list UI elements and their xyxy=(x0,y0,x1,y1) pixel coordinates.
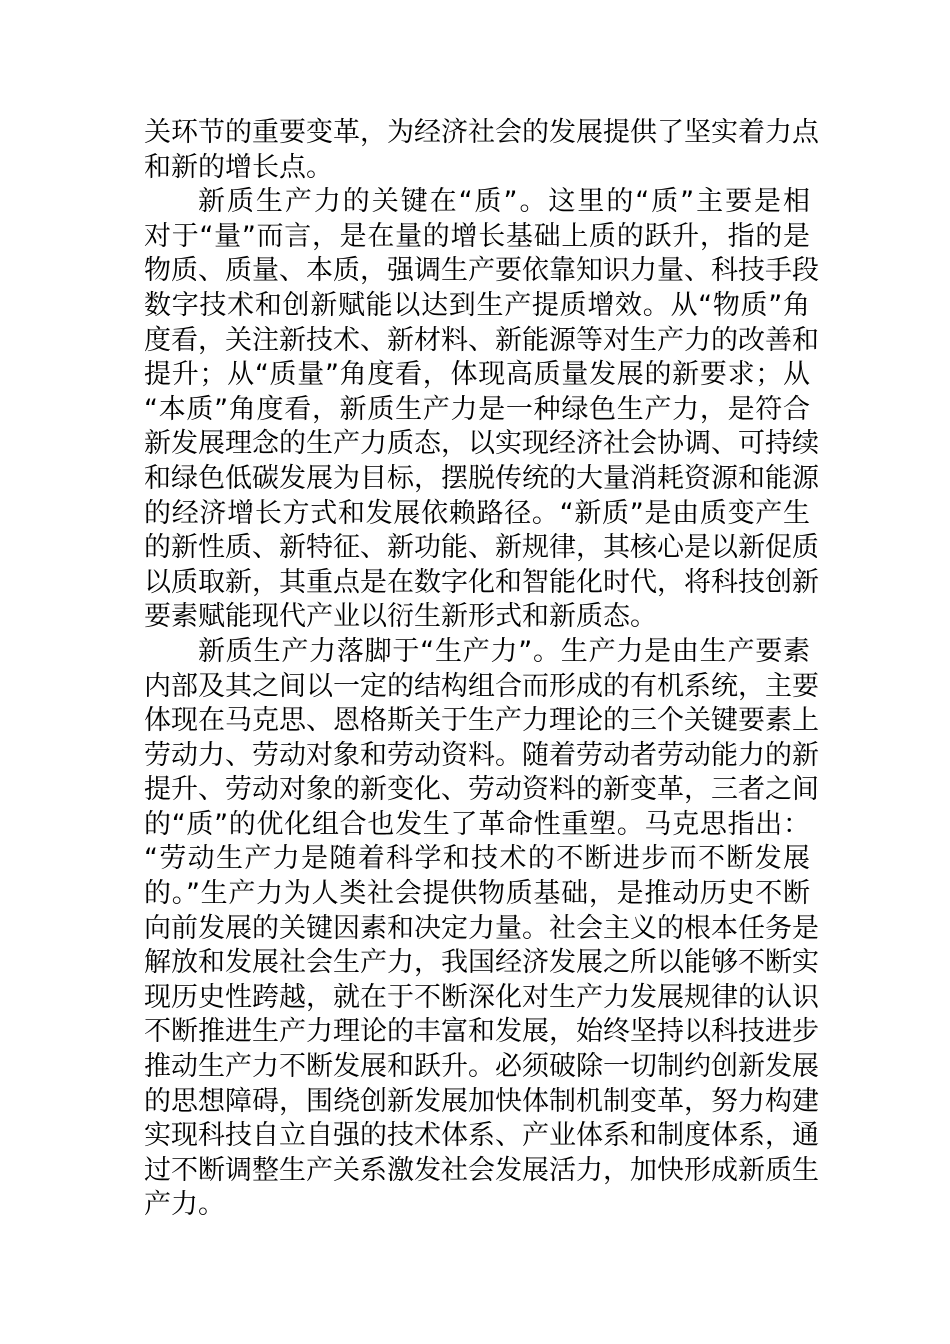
text-line: 推动生产力不断发展和跃升。必须破除一切制约创新发展 xyxy=(144,1051,819,1083)
text-line: 的经济增长方式和发展依赖路径。“新质”是由质变产生 xyxy=(144,497,810,529)
text-line: 对于“量”而言，是在量的增长基础上质的跃升，指的是 xyxy=(144,220,810,252)
text-line: 的新性质、新特征、新功能、新规律，其核心是以新促质 xyxy=(144,532,819,564)
text-line: 提升；从“质量”角度看，体现高质量发展的新要求；从 xyxy=(144,359,810,391)
text-line: “劳动生产力是随着科学和技术的不断进步而不断发展 xyxy=(144,843,810,875)
text-line: 实现科技自立自强的技术体系、产业体系和制度体系，通 xyxy=(144,1120,819,1152)
paragraph xyxy=(144,116,819,185)
text-line: 体现在马克思、恩格斯关于生产力理论的三个关键要素上 xyxy=(144,705,819,737)
text-line: 的“质”的优化组合也发生了革命性重塑。马克思指出： xyxy=(144,808,810,840)
text-line: 和绿色低碳发展为目标，摆脱传统的大量消耗资源和能源 xyxy=(144,462,819,494)
paragraph xyxy=(144,635,819,1223)
text-line: 的。”生产力为人类社会提供物质基础，是推动历史不断 xyxy=(144,878,810,910)
text-line: 产力。 xyxy=(144,1189,225,1221)
text-line: 现历史性跨越，就在于不断深化对生产力发展规律的认识 xyxy=(144,981,819,1013)
text-line: 向前发展的关键因素和决定力量。社会主义的根本任务是 xyxy=(144,912,819,944)
text-line: 新发展理念的生产力质态，以实现经济社会协调、可持续 xyxy=(144,428,819,460)
text-line: 要素赋能现代产业以衍生新形式和新质态。 xyxy=(144,601,657,633)
document-page xyxy=(144,116,819,1223)
text-line: 解放和发展社会生产力，我国经济发展之所以能够不断实 xyxy=(144,947,819,979)
text-line: 度看，关注新技术、新材料、新能源等对生产力的改善和 xyxy=(144,324,819,356)
text-line: 过不断调整生产关系激发社会发展活力，加快形成新质生 xyxy=(144,1154,819,1186)
text-line: 新质生产力的关键在“质”。这里的“质”主要是相 xyxy=(198,186,810,218)
text-line: 不断推进生产力理论的丰富和发展，始终坚持以科技进步 xyxy=(144,1016,819,1048)
text-line: 劳动力、劳动对象和劳动资料。随着劳动者劳动能力的新 xyxy=(144,739,819,771)
text-line: 新质生产力落脚于“生产力”。生产力是由生产要素 xyxy=(198,635,810,667)
text-line: 以质取新，其重点是在数字化和智能化时代，将科技创新 xyxy=(144,566,819,598)
text-line: 关环节的重要变革，为经济社会的发展提供了坚实着力点 xyxy=(144,117,819,148)
text-line: “本质”角度看，新质生产力是一种绿色生产力，是符合 xyxy=(144,393,810,425)
text-line: 内部及其之间以一定的结构组合而形成的有机系统，主要 xyxy=(144,670,819,702)
text-line: 和新的增长点。 xyxy=(144,151,333,183)
text-line: 物质、质量、本质，强调生产要依靠知识力量、科技手段 xyxy=(144,255,819,287)
text-line: 的思想障碍，围绕创新发展加快体制机制变革，努力构建 xyxy=(144,1085,819,1117)
text-line: 数字技术和创新赋能以达到生产提质增效。从“物质”角 xyxy=(144,289,810,321)
paragraph xyxy=(144,185,819,635)
text-line: 提升、劳动对象的新变化、劳动资料的新变革，三者之间 xyxy=(144,774,819,806)
